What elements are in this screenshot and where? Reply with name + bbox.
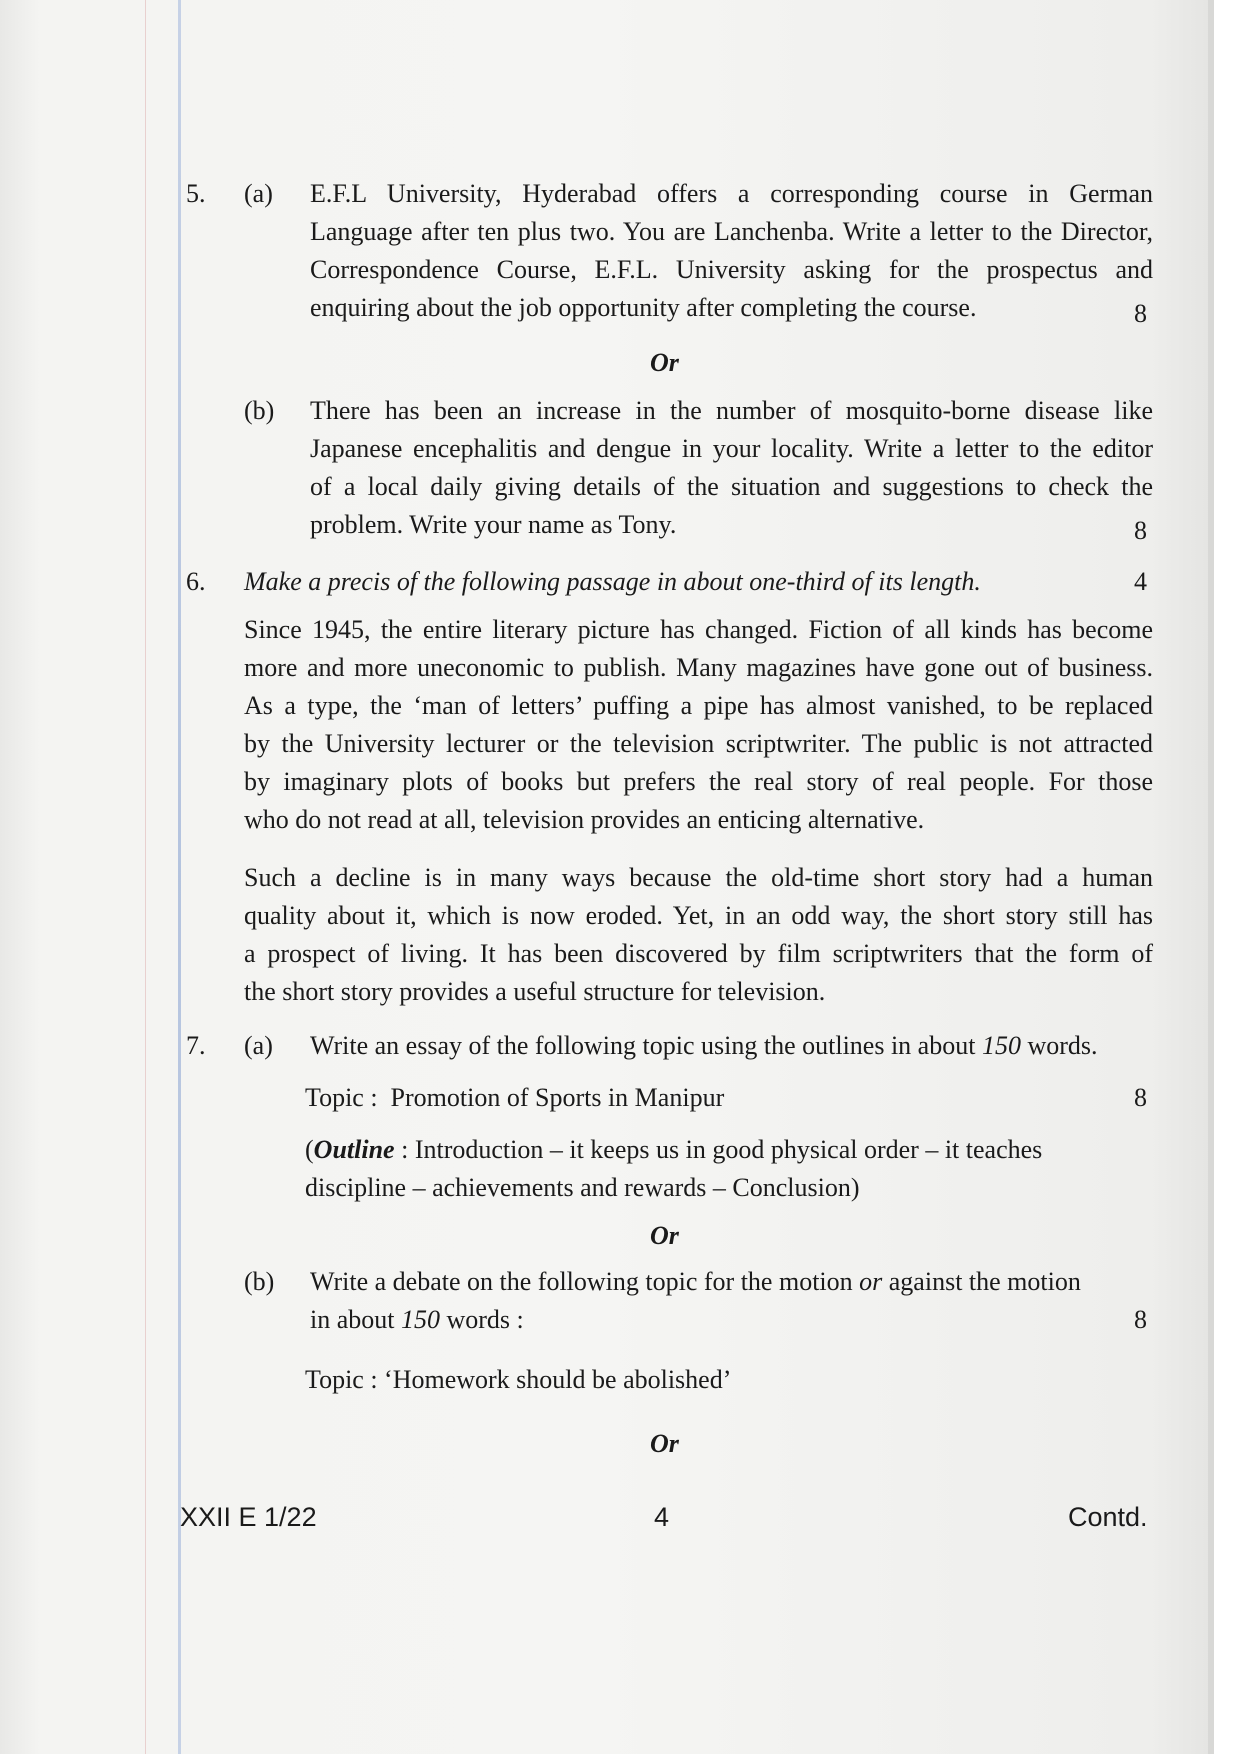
question-7a-outline: (Outline : Introduction – it keeps us in good physical order – it teaches: [305, 1135, 1043, 1164]
question-5b-marks: 8: [1134, 516, 1147, 545]
q5a-line-2: Language after ten plus two. You are Lanchenba. Write a letter to the Director,: [310, 217, 1153, 246]
q6-p1-line-2: more and more uneconomic to publish. Many magazines have gone out of business.: [244, 653, 1153, 682]
question-6-passage-2: [244, 859, 1153, 1011]
or-divider-end: Or: [650, 1429, 679, 1458]
question-7a-label: (a): [244, 1031, 273, 1060]
question-5b-label: (b): [244, 396, 275, 425]
q7a-word-count: 150: [981, 1031, 1021, 1060]
q7b-line2-before: in about: [310, 1305, 401, 1334]
question-7b-text-line-2: [310, 1301, 524, 1339]
question-7a-topic: Topic : Promotion of Sports in Manipur: [305, 1083, 725, 1112]
footer-exam-code: XXII E 1/22: [180, 1502, 317, 1532]
question-6-instruction: Make a precis of the following passage in about one-third of its length.: [244, 567, 981, 596]
question-7a-marks: 8: [1134, 1083, 1147, 1112]
q6-p2-line-2: quality about it, which is now eroded. Yet, in an odd way, the short story still has: [244, 901, 1153, 930]
footer-page-number: 4: [654, 1502, 670, 1532]
q7b-line2-after: words :: [440, 1305, 524, 1334]
q7a-text-before: Write an essay of the following topic using the outlines in about: [310, 1031, 982, 1060]
question-6-passage-1: [244, 611, 1153, 839]
q7b-line1-after: against the motion: [882, 1267, 1081, 1296]
question-7a-text: [310, 1027, 1160, 1065]
q7a-text-after: words.: [1020, 1031, 1098, 1060]
question-7b-marks: 8: [1134, 1305, 1147, 1334]
question-7-number: 7.: [186, 1031, 206, 1060]
q6-p2-line-1: Such a decline is in many ways because the old-time short story had a human: [244, 863, 1153, 892]
question-6-marks: 4: [1134, 567, 1147, 596]
question-7b-label: (b): [244, 1267, 275, 1296]
margin-line-blue: [178, 0, 181, 1754]
q6-p1-line-4: by the University lecturer or the television scriptwriter. The public is not attracted: [244, 729, 1153, 758]
question-6-number: 6.: [186, 567, 206, 596]
outline-label: Outline: [313, 1135, 395, 1164]
question-5-number: 5.: [186, 179, 206, 208]
q6-p1-line-3: As a type, the ‘man of letters’ puffing a pipe has almost vanished, to be replaced: [244, 691, 1153, 720]
q5b-line-4: problem. Write your name as Tony.: [310, 510, 677, 539]
q5a-line-3: Correspondence Course, E.F.L. University asking for the prospectus and: [310, 255, 1153, 284]
question-7b-text-line-1: [310, 1263, 1160, 1301]
or-divider-q7: Or: [650, 1221, 679, 1250]
question-5b-text: [310, 392, 1153, 544]
page-edge: [1208, 0, 1214, 1754]
q6-p2-line-4: the short story provides a useful structure for television.: [244, 977, 826, 1006]
or-divider-q5: Or: [650, 348, 679, 377]
q6-p1-line-5: by imaginary plots of books but prefers the real story of real people. For those: [244, 767, 1153, 796]
q7b-word-count: 150: [401, 1305, 440, 1334]
q7b-line1-before: Write a debate on the following topic for the motion: [310, 1267, 860, 1296]
outline-line-1: : Introduction – it keeps us in good physical order – it teaches: [394, 1135, 1043, 1164]
question-7a-outline-line-2: discipline – achievements and rewards – Conclusion): [305, 1173, 860, 1202]
q5a-line-1: E.F.L University, Hyderabad offers a corresponding course in German: [310, 179, 1153, 208]
q6-p2-line-3: a prospect of living. It has been discovered by film scriptwriters that the form of: [244, 939, 1153, 968]
question-5a-text: [310, 175, 1153, 327]
footer-contd: Contd.: [1068, 1502, 1148, 1532]
question-7b-topic: Topic : ‘Homework should be abolished’: [305, 1365, 732, 1394]
q6-p1-line-1: Since 1945, the entire literary picture has changed. Fiction of all kinds has become: [244, 615, 1153, 644]
q6-p1-line-6: who do not read at all, television provides an enticing alternative.: [244, 805, 925, 834]
q5a-line-4: enquiring about the job opportunity after completing the course.: [310, 293, 977, 322]
question-5a-label: (a): [244, 179, 273, 208]
q7b-or-word: or: [859, 1267, 883, 1296]
question-5a-marks: 8: [1134, 299, 1147, 328]
q5b-line-2: Japanese encephalitis and dengue in your locality. Write a letter to the editor: [310, 434, 1153, 463]
q5b-line-1: There has been an increase in the number of mosquito-borne disease like: [310, 396, 1153, 425]
q5b-line-3: of a local daily giving details of the situation and suggestions to check the: [310, 472, 1153, 501]
margin-line-red: [145, 0, 146, 1754]
